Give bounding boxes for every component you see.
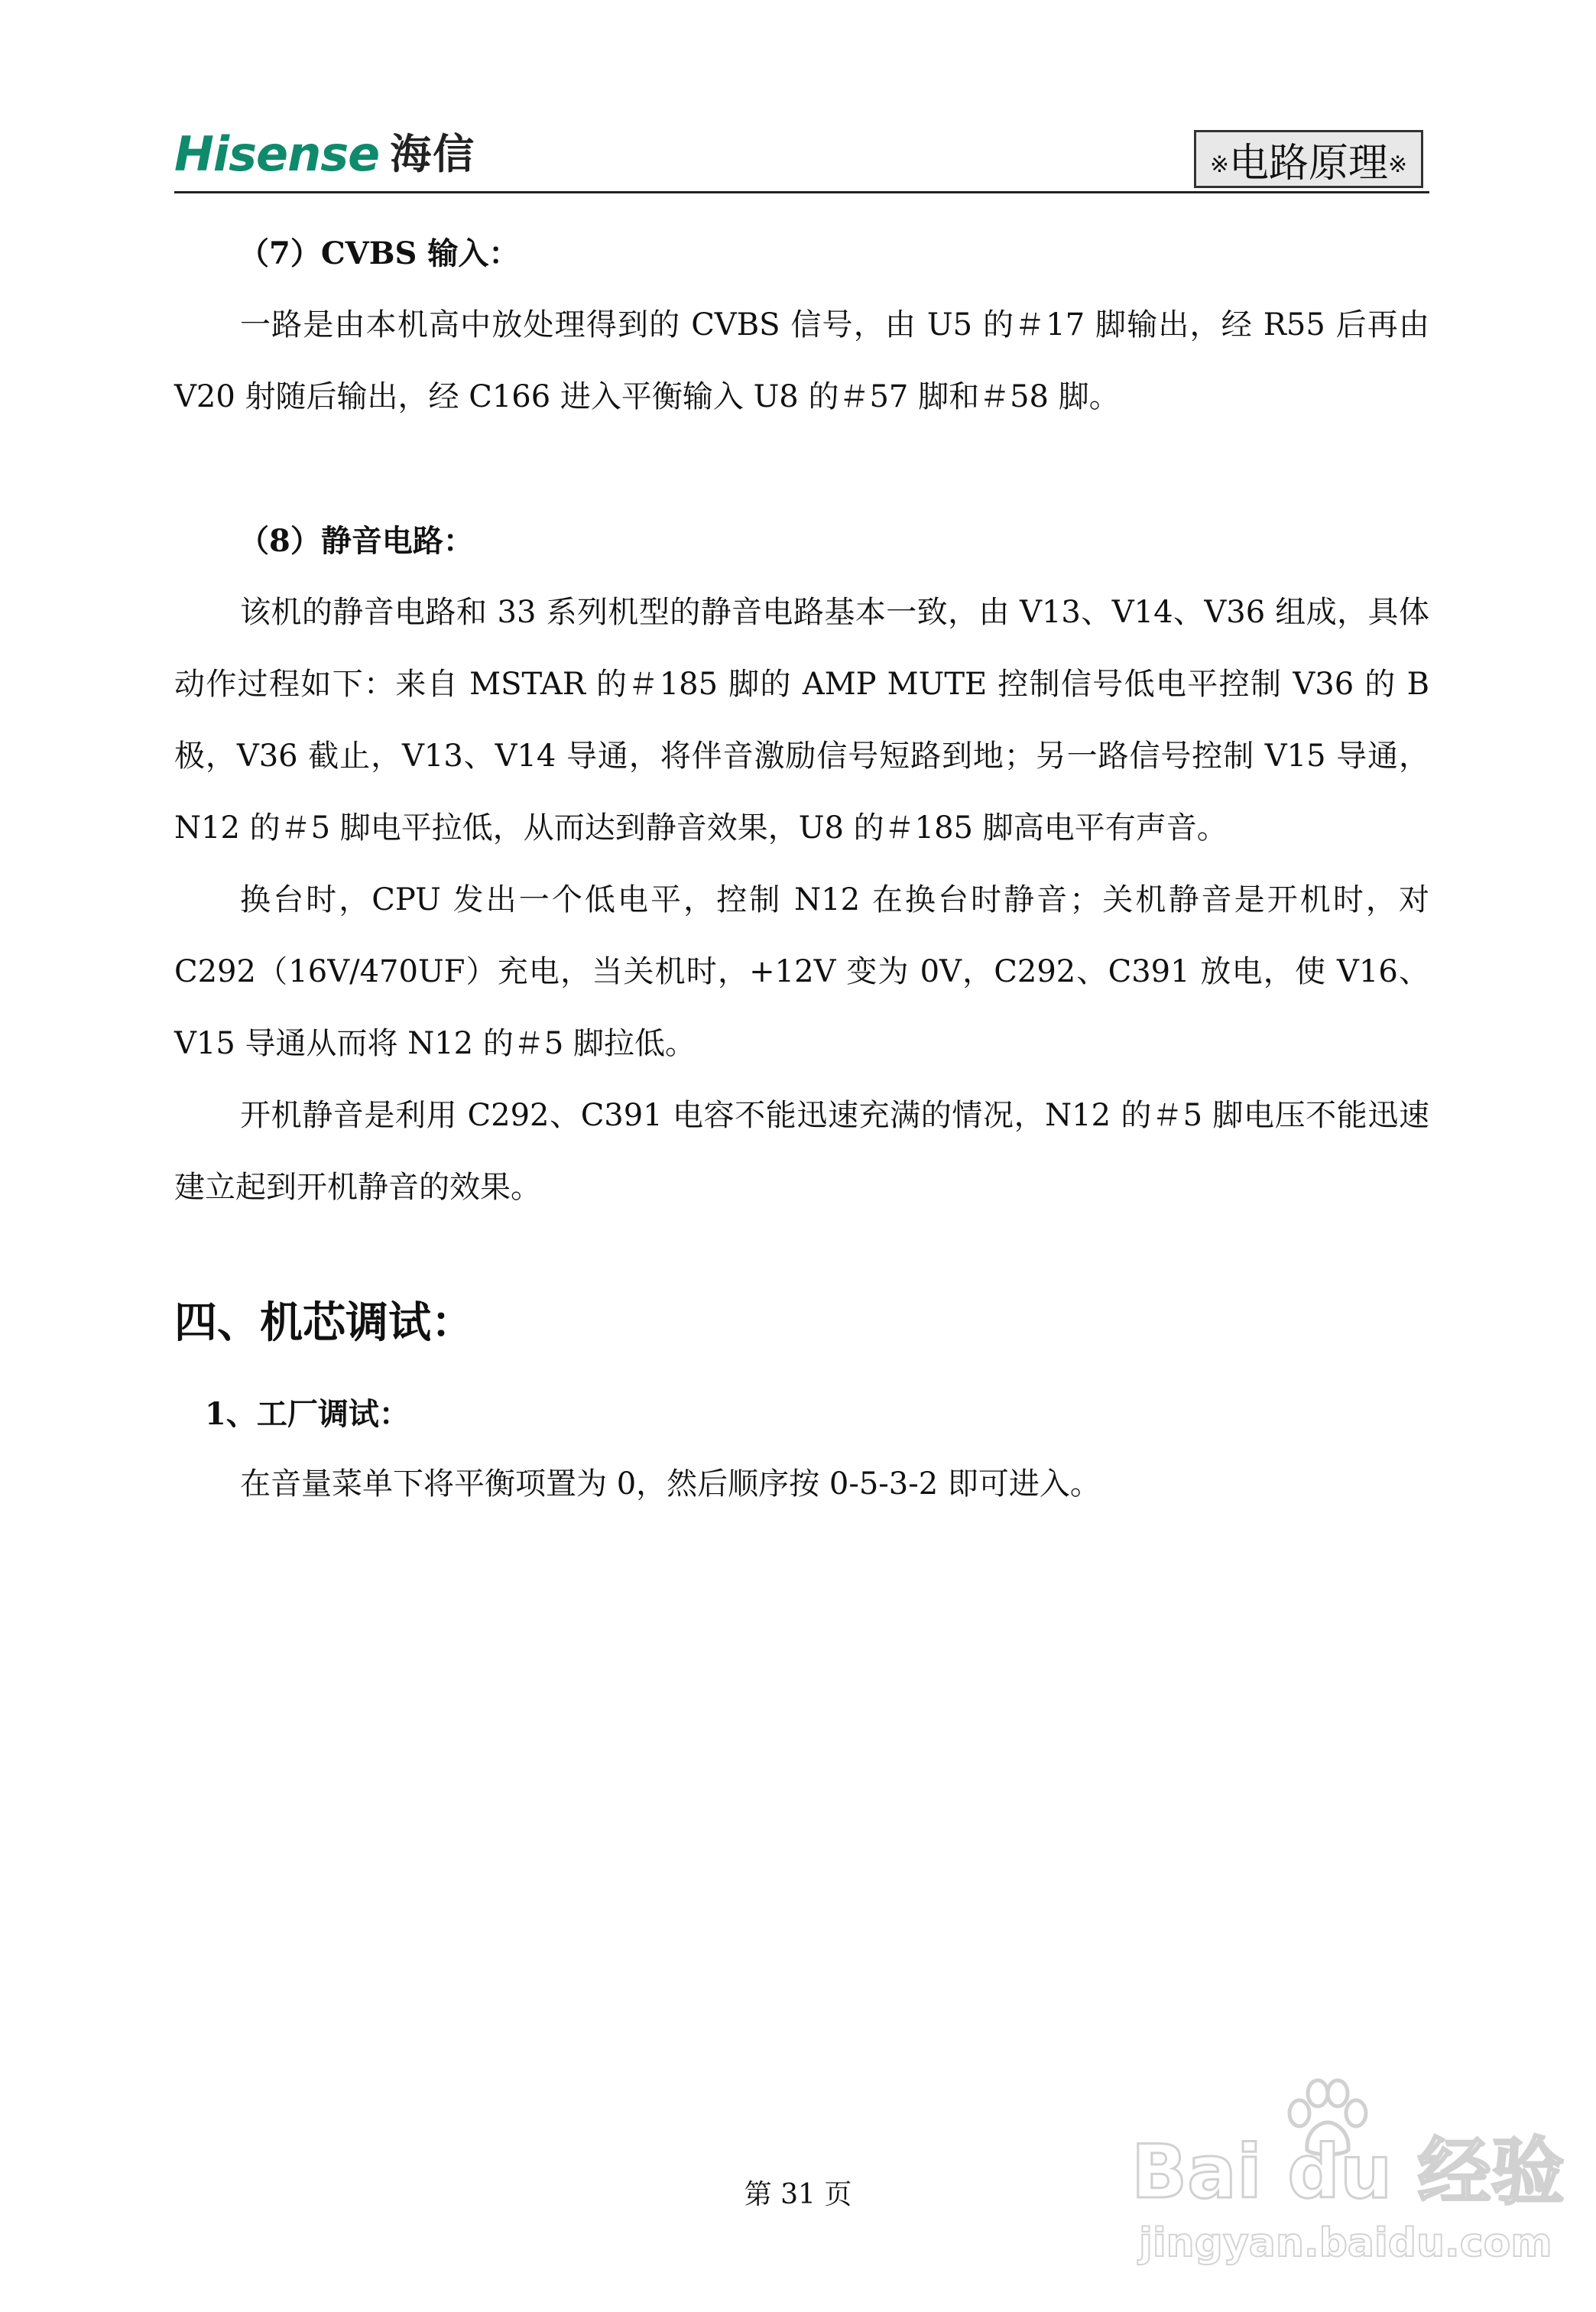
cvbs-paragraph: 一路是由本机高中放处理得到的 CVBS 信号，由 U5 的＃17 脚输出，经 R55 后再由 V20 射随后输出，经 C166 进入平衡输入 U8 的＃57 脚和＃58 脚。 [174, 307, 1429, 414]
cvbs-heading: （7）CVBS 输入： [238, 235, 520, 271]
section-label-box [1194, 130, 1423, 188]
hisense-logo [174, 126, 476, 182]
logo-cjk-text: 海信 [390, 130, 476, 178]
page-number: 第 31 页 [744, 2179, 852, 2210]
baidu-jingyan-watermark [1131, 2077, 1565, 2275]
section-label: 电路原理 [1228, 140, 1388, 187]
mute-paragraph-2: 换台时，CPU 发出一个低电平，控制 N12 在换台时静音；关机静音是开机时，对 C292（16V/470UF）充电，当关机时，+12V 变为 0V，C292、C391 放电，使 V16、V15 导通从而将 N12 的＃5 脚拉低。 [174, 882, 1429, 1061]
reference-mark-right: ※ [1388, 151, 1408, 178]
header-divider [174, 191, 1429, 193]
mute-paragraph-1: 该机的静音电路和 33 系列机型的静音电路基本一致，由 V13、V14、V36 组成，具体动作过程如下：来自 MSTAR 的＃185 脚的 AMP MUTE 控制信号低电平控制 V36 的 B 极，V36 截止，V13、V14 导通，将伴音激励信号短路到地；另一路信号控制 V15 导通，N12 的＃5 脚电平拉低，从而达到静音效果，U8 的＃185 脚高电平有声音。 [174, 595, 1429, 846]
logo-latin-text: Hisense [174, 126, 380, 182]
mute-paragraph-3: 开机静音是利用 C292、C391 电容不能迅速充满的情况，N12 的＃5 脚电压不能迅速建立起到开机静音的效果。 [174, 1098, 1429, 1205]
watermark-url: jingyan.baidu.com [1139, 2220, 1552, 2266]
debug-heading: 四、机芯调试： [174, 1297, 474, 1348]
mute-heading: （8）静音电路： [238, 523, 474, 559]
factory-debug-heading: 1、工厂调试： [205, 1396, 410, 1432]
watermark-brand: Bai du 经验 [1131, 2129, 1565, 2215]
reference-mark-left: ※ [1209, 151, 1229, 178]
factory-debug-paragraph: 在音量菜单下将平衡项置为 0，然后顺序按 0-5-3-2 即可进入。 [240, 1466, 1101, 1502]
